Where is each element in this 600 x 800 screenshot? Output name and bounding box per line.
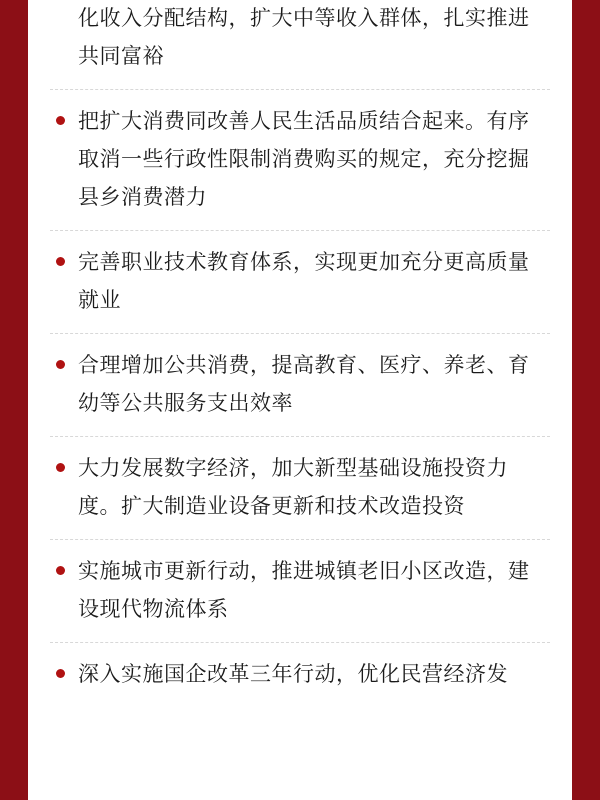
bullet-dot-icon: [56, 463, 65, 472]
bullet-dot-icon: [56, 566, 65, 575]
right-decorative-rail: [572, 0, 600, 800]
bullet-dot-icon: [56, 669, 65, 678]
list-item-text: 化收入分配结构，扩大中等收入群体，扎实推进共同富裕: [78, 7, 530, 68]
divider: [50, 89, 550, 90]
list-item: [50, 656, 550, 694]
list-item-text: 把扩大消费同改善人民生活品质结合起来。有序取消一些行政性限制消费购买的规定，充分挖掘县乡消费潜力: [78, 110, 530, 209]
list-item-text: 深入实施国企改革三年行动，优化民营经济发: [78, 663, 508, 686]
divider: [50, 642, 550, 643]
list-item-text: 实施城市更新行动，推进城镇老旧小区改造，建设现代物流体系: [78, 560, 530, 621]
list-item: [50, 450, 550, 526]
list-item: [50, 103, 550, 217]
divider: [50, 230, 550, 231]
bullet-dot-icon: [56, 360, 65, 369]
list-item: [50, 244, 550, 320]
divider: [50, 539, 550, 540]
policy-bullet-list: [50, 0, 550, 694]
list-item-text: 合理增加公共消费，提高教育、医疗、养老、育幼等公共服务支出效率: [78, 354, 530, 415]
document-content: [28, 0, 572, 800]
left-decorative-rail: [0, 0, 28, 800]
list-item: [50, 347, 550, 423]
bullet-dot-icon: [56, 116, 65, 125]
divider: [50, 333, 550, 334]
divider: [50, 436, 550, 437]
list-item-text: 大力发展数字经济，加大新型基础设施投资力度。扩大制造业设备更新和技术改造投资: [78, 457, 508, 518]
list-item: [50, 553, 550, 629]
bullet-dot-icon: [56, 257, 65, 266]
list-item: [50, 0, 550, 76]
list-item-text: 完善职业技术教育体系，实现更加充分更高质量就业: [78, 251, 530, 312]
